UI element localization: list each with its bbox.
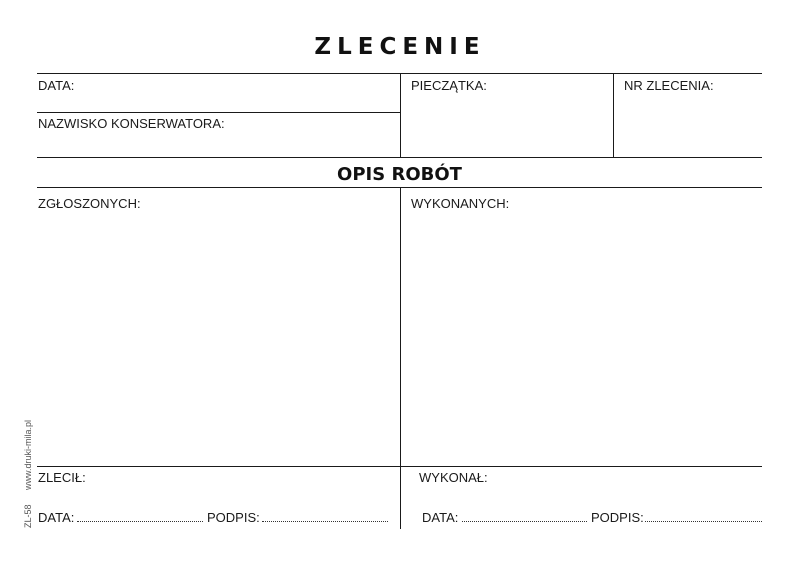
website-vertical-text: www.druki-mila.pl <box>23 419 33 490</box>
wykonal-data-label: DATA: <box>422 510 459 525</box>
wykonal-label: WYKONAŁ: <box>419 470 488 485</box>
nazwisko-konserwatora-label: NAZWISKO KONSERWATORA: <box>38 116 225 131</box>
header-divider-2 <box>613 73 614 157</box>
description-divider <box>400 187 401 529</box>
pieczatka-label: PIECZĄTKA: <box>411 78 487 93</box>
wykonal-data-dotted-line <box>462 521 587 522</box>
zlecil-podpis-label: PODPIS: <box>207 510 260 525</box>
zlecil-data-label: DATA: <box>38 510 75 525</box>
zgloszonych-label: ZGŁOSZONYCH: <box>38 196 141 211</box>
wykonanych-label: WYKONANYCH: <box>411 196 510 211</box>
form-code-vertical-text: ZL-58 <box>23 504 33 528</box>
zlecil-label: ZLECIŁ: <box>38 470 86 485</box>
data-label: DATA: <box>38 78 75 93</box>
wykonal-podpis-label: PODPIS: <box>591 510 644 525</box>
header-divider-1 <box>400 73 401 157</box>
nr-zlecenia-label: NR ZLECENIA: <box>624 78 714 93</box>
data-field-line <box>37 112 400 113</box>
wykonal-podpis-dotted-line <box>645 521 762 522</box>
opis-robot-title: OPIS ROBÓT <box>337 164 462 185</box>
form-title: ZLECENIE <box>314 34 486 60</box>
zlecil-podpis-dotted-line <box>262 521 388 522</box>
zlecil-data-dotted-line <box>77 521 203 522</box>
header-bottom-line <box>37 157 762 158</box>
